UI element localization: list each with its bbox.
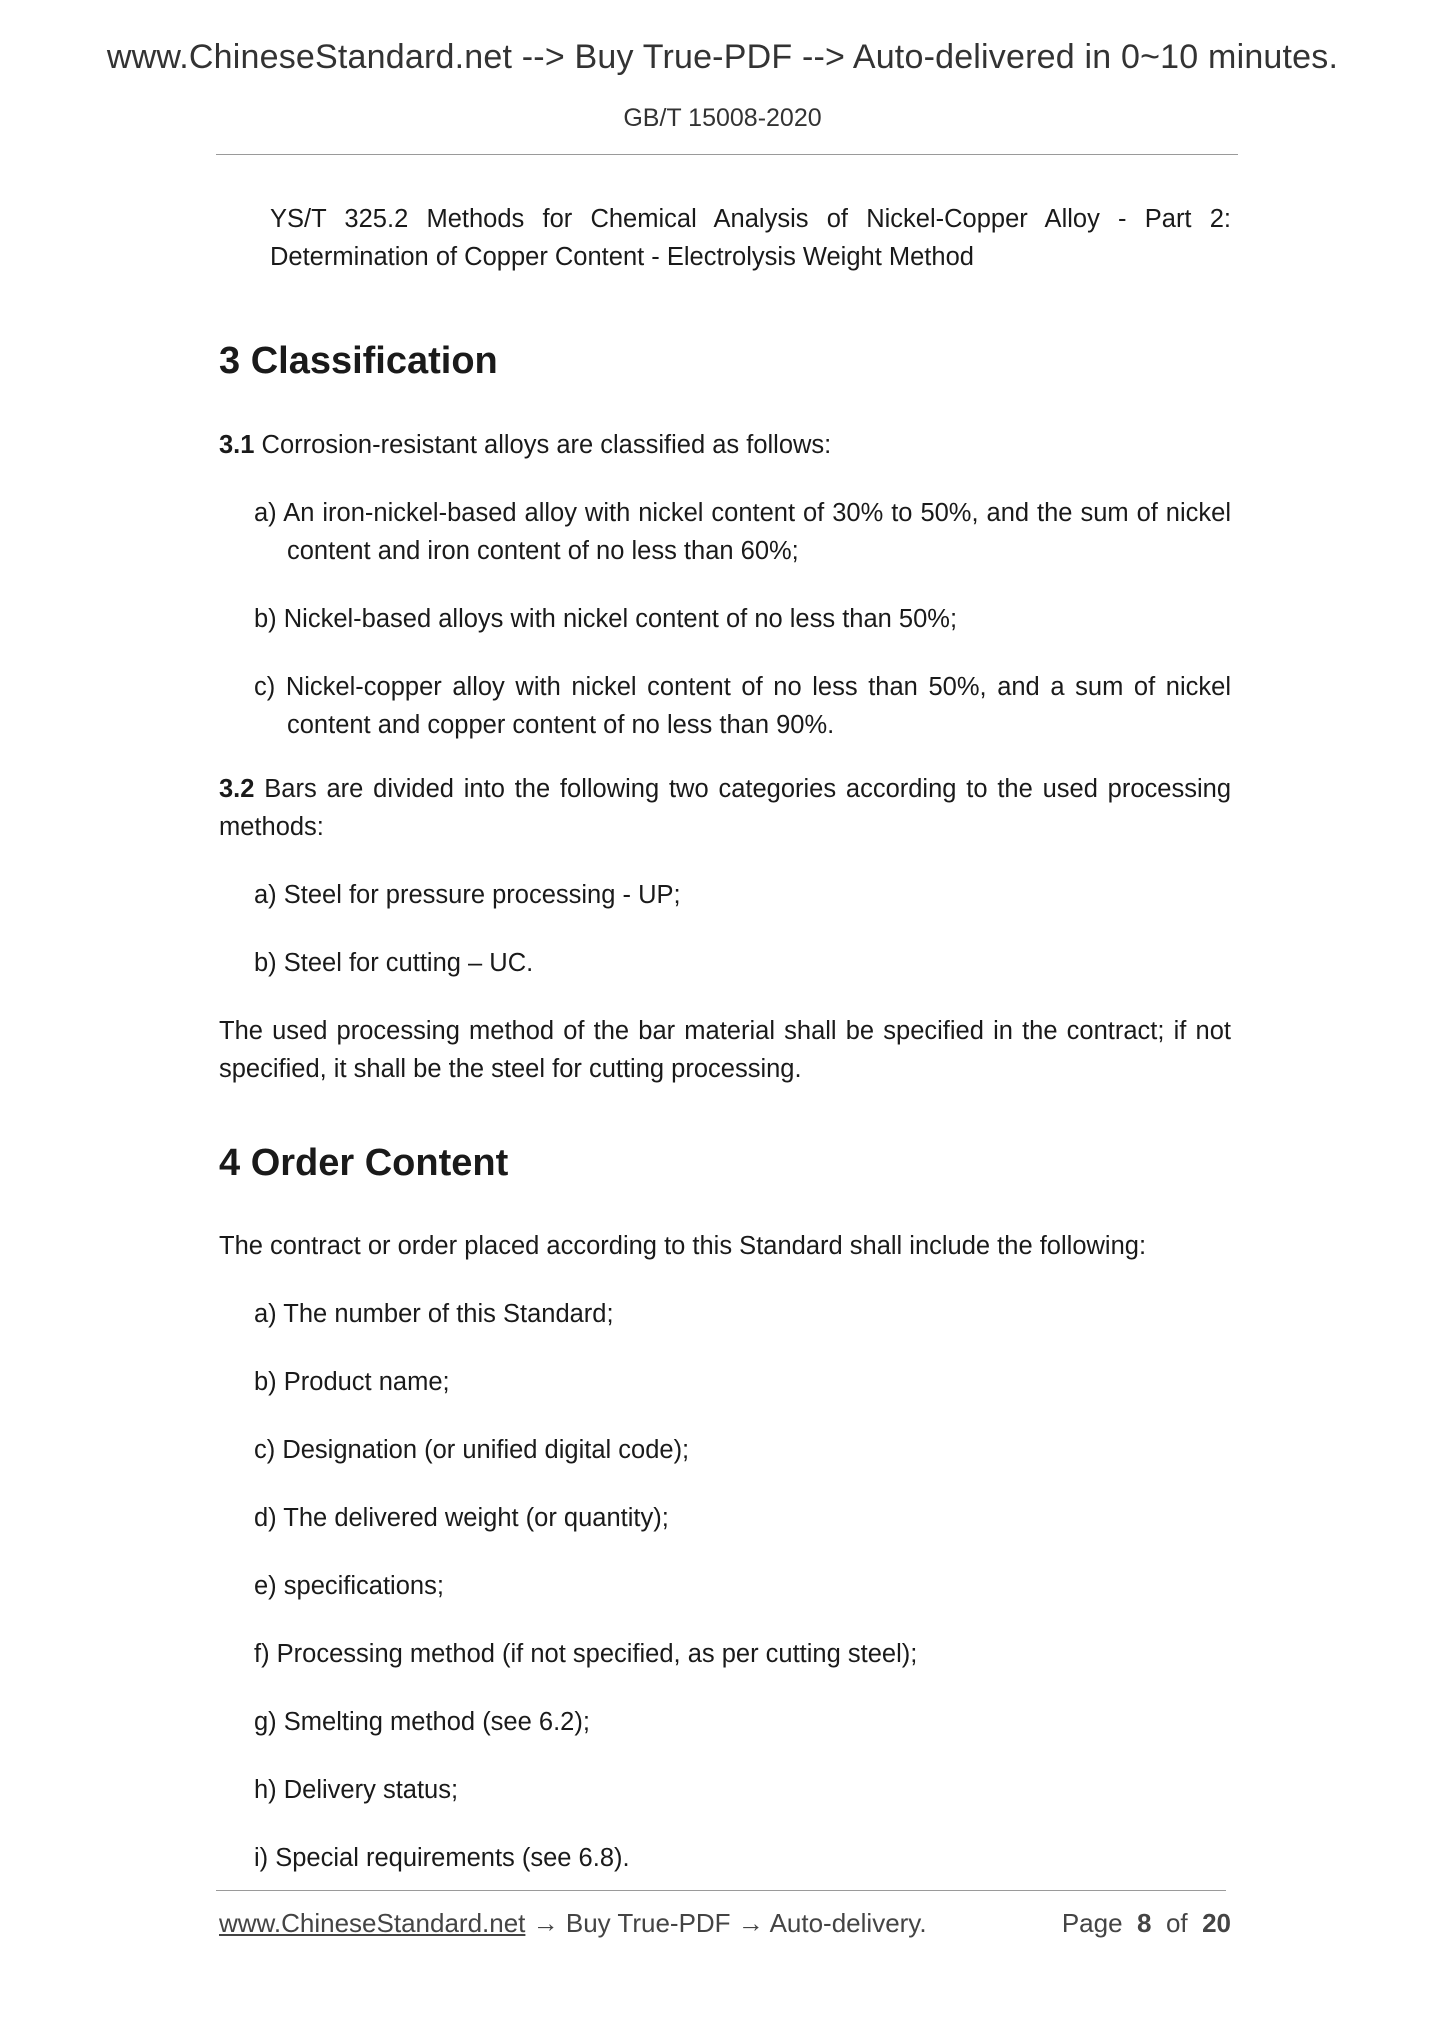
order-intro: The contract or order placed according to this Standard shall include the following:	[219, 1232, 1147, 1260]
page-number: 8	[1137, 1908, 1152, 1938]
page-footer	[219, 1908, 1231, 1939]
list-item: f) Processing method (if not specified, as per cutting steel);	[254, 1640, 918, 1668]
section-3-heading: 3 Classification	[219, 340, 498, 382]
list-item: h) Delivery status;	[254, 1776, 459, 1804]
section-4-heading: 4 Order Content	[219, 1142, 509, 1184]
reference-standard: YS/T 325.2 Methods for Chemical Analysis of Nickel-Copper Alloy - Part 2: Determination of Copper Content - Electrolysis Weight Method	[270, 205, 1231, 271]
clause-3-2-number: 3.2	[219, 775, 255, 803]
clause-3-2-text: Bars are divided into the following two categories according to the used processing methods:	[219, 775, 1232, 841]
clause-3-2	[219, 770, 1231, 846]
page-label: Page	[1061, 1908, 1123, 1938]
site-banner: www.ChineseStandard.net --> Buy True-PDF --> Auto-delivered in 0~10 minutes.	[106, 38, 1339, 76]
clause-3-1-text: Corrosion-resistant alloys are classified as follows:	[261, 431, 832, 459]
page-content	[219, 200, 1231, 1877]
page-total: 20	[1202, 1908, 1231, 1938]
footer-tagline: → Buy True-PDF → Auto-delivery.	[525, 1908, 927, 1938]
clause-3-1	[219, 426, 1231, 464]
list-item: b) Steel for cutting – UC.	[254, 949, 534, 977]
list-item: a) Steel for pressure processing - UP;	[254, 881, 681, 909]
document-id: GB/T 15008-2020	[623, 104, 822, 132]
list-item: b) Product name;	[254, 1368, 450, 1396]
footer-divider	[216, 1890, 1226, 1891]
site-link[interactable]: www.ChineseStandard.net	[219, 1908, 526, 1938]
list-item: c) Nickel-copper alloy with nickel content of no less than 50%, and a sum of nickel content and copper content of no less than 90%.	[254, 673, 1231, 739]
list-item: a) The number of this Standard;	[254, 1300, 614, 1328]
processing-method-note: The used processing method of the bar material shall be specified in the contract; if not specified, it shall be the steel for cutting processing.	[219, 1017, 1231, 1083]
list-item: c) Designation (or unified digital code);	[254, 1436, 690, 1464]
list-item: b) Nickel-based alloys with nickel content of no less than 50%;	[254, 605, 958, 633]
list-item: e) specifications;	[254, 1572, 444, 1600]
of-label: of	[1165, 1908, 1188, 1938]
page-indicator	[1062, 1908, 1231, 1939]
list-item: a) An iron-nickel-based alloy with nickel content of 30% to 50%, and the sum of nickel content and iron content of no less than 60%;	[254, 499, 1231, 565]
list-item: d) The delivered weight (or quantity);	[254, 1504, 669, 1532]
list-item: g) Smelting method (see 6.2);	[254, 1708, 590, 1736]
clause-3-1-number: 3.1	[219, 431, 255, 459]
header-divider	[216, 154, 1238, 155]
list-item: i) Special requirements (see 6.8).	[254, 1844, 630, 1872]
